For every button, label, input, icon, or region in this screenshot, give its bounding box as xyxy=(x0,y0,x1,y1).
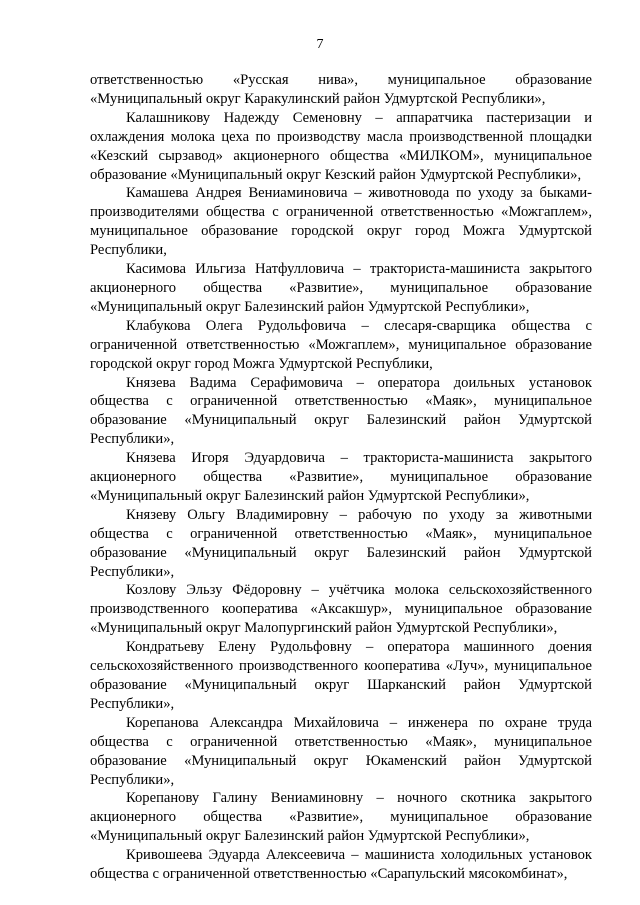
paragraph: Князеву Ольгу Владимировну – рабочую по уходу за животными общества с ограниченной ответственностью «Маяк», муниципальное образование «Муниципальный округ Балезинский район Удмуртской Республики», xyxy=(90,506,592,580)
paragraph: Козлову Эльзу Фёдоровну – учётчика молока сельскохозяйственного производственного кооператива «Аксакшур», муниципальное образование «Муниципальный округ Малопургинский район Удмуртской Республики», xyxy=(90,582,592,637)
document-body xyxy=(90,71,592,884)
paragraph: Клабукова Олега Рудольфовича – слесаря-сварщика общества с ограниченной ответственностью «Можгаплем», муниципальное образование городской округ город Можга Удмуртской Республики, xyxy=(90,317,592,372)
paragraph: Калашникову Надежду Семеновну – аппаратчика пастеризации и охлаждения молока цеха по производству масла производственной площадки «Кезский сырзавод» акционерного общества «МИЛКОМ», муниципальное образование «Муниципальный округ Кезский район Удмуртской Республики», xyxy=(90,109,592,183)
paragraph: Корепанову Галину Вениаминовну – ночного скотника закрытого акционерного общества «Развитие», муниципальное образование «Муниципальный округ Балезинский район Удмуртской Республики», xyxy=(90,790,592,845)
page-number: 7 xyxy=(316,37,324,52)
paragraph: Кривошеева Эдуарда Алексеевича – машиниста холодильных установок общества с ограниченной ответственностью «Сарапульский мясокомбинат», xyxy=(90,847,592,883)
paragraph: Князева Вадима Серафимовича – оператора доильных установок общества с ограниченной ответственностью «Маяк», муниципальное образование «Муниципальный округ Балезинский район Удмуртской Республики», xyxy=(90,374,592,448)
paragraph: ответственностью «Русская нива», муниципальное образование «Муниципальный округ Каракулинский район Удмуртской Республики», xyxy=(90,72,592,107)
paragraph: Камашева Андрея Вениаминовича – животновода по уходу за быками-производителями общества с ограниченной ответственностью «Можгаплем», муниципальное образование городской округ город Можга Удмуртской Республики, xyxy=(90,185,592,259)
paragraph: Князева Игоря Эдуардовича – тракториста-машиниста закрытого акционерного общества «Развитие», муниципальное образование «Муниципальный округ Балезинский район Удмуртской Республики», xyxy=(90,450,592,504)
paragraph: Касимова Ильгиза Натфулловича – тракториста-машиниста закрытого акционерного общества «Развитие», муниципальное образование «Муниципальный округ Балезинский район Удмуртской Республики», xyxy=(90,261,592,315)
paragraph: Кондратьеву Елену Рудольфовну – оператора машинного доения сельскохозяйственного производственного кооператива «Луч», муниципальное образование «Муниципальный округ Шарканский район Удмуртской Республики», xyxy=(90,639,592,712)
paragraph: Корепанова Александра Михайловича – инженера по охране труда общества с ограниченной ответственностью «Маяк», муниципальное образование «Муниципальный округ Юкаменский район Удмуртской Республики», xyxy=(90,714,592,788)
